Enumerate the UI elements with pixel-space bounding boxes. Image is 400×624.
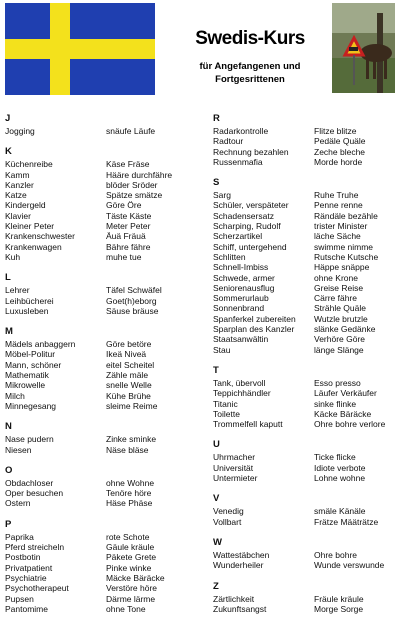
letter-section-r (213, 113, 396, 167)
german-term: Pupsen (5, 593, 34, 604)
german-term: Milch (5, 390, 25, 401)
swedish-translation: Ticke flicke (314, 452, 356, 463)
swedish-translation: rote Schote (106, 531, 150, 542)
entry-row (213, 221, 396, 231)
entry-row (213, 314, 396, 324)
swedish-translation: Kühe Brühe (106, 390, 151, 401)
section-letter: J (5, 113, 11, 124)
swedish-translation: ohne Krone (314, 272, 358, 283)
german-term: Wunderheiler (213, 560, 264, 571)
swedish-translation: Ohre bohre verlore (314, 419, 386, 430)
german-term: Untermieter (213, 473, 258, 484)
entry-row (5, 498, 195, 508)
german-term: Kleiner Peter (5, 221, 55, 232)
entry-row (213, 473, 396, 483)
swedish-translation: Mäcke Bäräcke (106, 572, 165, 583)
german-term: Vollbart (213, 516, 242, 527)
swedish-translation: eitel Scheitel (106, 359, 155, 370)
swedish-translation: länge Slänge (314, 344, 364, 355)
section-letter: T (213, 364, 219, 376)
swedish-translation: Hääre durchfähre (106, 169, 173, 180)
entry-row (213, 283, 396, 293)
entry-row (5, 573, 195, 583)
swedish-translation: Morde horde (314, 156, 363, 167)
entry-row (5, 285, 195, 295)
swedish-translation: Täste Käste (106, 210, 152, 221)
swedish-translation: Säuse bräuse (106, 305, 159, 316)
entry-row (5, 380, 195, 390)
entry-row (213, 517, 396, 527)
entry-row (5, 542, 195, 552)
german-term: Pantomime (5, 603, 48, 614)
swedish-translation: sleime Reime (106, 400, 158, 411)
entry-row (5, 339, 195, 349)
swedish-translation: Rutsche Kutsche (314, 251, 379, 262)
german-term: Pferd streicheln (5, 542, 65, 553)
entry-row (213, 303, 396, 313)
german-term: Zukunftsangst (213, 603, 267, 614)
swedish-translation: Wunde verswunde (314, 560, 385, 571)
swedish-translation: Tenöre höre (106, 488, 152, 499)
swedish-translation: Ikeä Niveä (106, 349, 147, 360)
entry-row (5, 231, 195, 241)
entry-row (5, 180, 195, 190)
german-term: Teppichhändler (213, 388, 271, 399)
entry-row (5, 159, 195, 169)
entry-row (5, 360, 195, 370)
german-term: Mikrowelle (5, 380, 46, 391)
entry-row (5, 434, 195, 444)
entry-row (213, 231, 396, 241)
entry-row (213, 157, 396, 167)
swedish-translation: Gäule kräule (106, 542, 155, 553)
german-term: Psychotherapeut (5, 583, 69, 594)
entry-row (213, 252, 396, 262)
german-term: Oper besuchen (5, 488, 64, 499)
german-term: Klavier (5, 210, 31, 221)
swedish-translation: Täfel Schwäfel (106, 285, 162, 296)
letter-section-j (5, 113, 195, 136)
entry-row (5, 401, 195, 411)
section-letter: U (213, 439, 220, 451)
german-term: Möbel-Politur (5, 349, 56, 360)
german-term: Niesen (5, 444, 32, 455)
swedish-translation: Häppe snäppe (314, 262, 370, 273)
letter-section-v (213, 493, 396, 527)
entry-row (213, 147, 396, 157)
entry-row (213, 324, 396, 334)
entry-row (5, 200, 195, 210)
swedish-translation: Wutzle brutzle (314, 313, 368, 324)
entry-row (5, 349, 195, 359)
swedish-translation: blöder Sröder (106, 179, 158, 190)
german-term: Privatpatient (5, 562, 53, 573)
swedish-translation: sinke flinke (314, 398, 357, 409)
entry-row (5, 252, 195, 262)
swedish-translation: Greise Reise (314, 282, 364, 293)
entry-row (5, 126, 195, 136)
swedish-translation: Göre Öre (106, 200, 142, 211)
german-term: Kamm (5, 169, 30, 180)
entry-row (213, 399, 396, 409)
swedish-translation: ohne Tone (106, 603, 146, 614)
german-term: Spanferkel zubereiten (213, 313, 296, 324)
swedish-translation: Käse Fräse (106, 159, 150, 170)
entry-row (5, 445, 195, 455)
entry-row (213, 136, 396, 146)
swedish-translation: Frätze Määträtze (314, 516, 379, 527)
german-term: Toilette (213, 408, 240, 419)
swedish-translation: Äuä Fräuä (106, 231, 146, 242)
german-term: Sparplan des Kanzler (213, 324, 295, 335)
entry-row (5, 478, 195, 488)
letter-section-k (5, 146, 195, 262)
letter-section-u (213, 439, 396, 483)
german-term: Radarkontrolle (213, 126, 269, 136)
entry-row (213, 604, 396, 614)
german-term: Kanzler (5, 179, 34, 190)
entry-row (5, 532, 195, 542)
german-term: Scherzartikel (213, 231, 263, 242)
swedish-translation: snelle Welle (106, 380, 152, 391)
swedish-translation: Rändäle bezähle (314, 210, 378, 221)
swedish-translation: Häse Phäse (106, 498, 153, 509)
entry-row (5, 296, 195, 306)
section-letter: K (5, 146, 12, 158)
swedish-translation: läche Säche (314, 231, 361, 242)
entry-row (5, 391, 195, 401)
german-term: Lehrer (5, 285, 30, 296)
german-term: Mädels anbaggern (5, 339, 76, 350)
german-term: Venedig (213, 506, 244, 517)
entry-row (5, 563, 195, 573)
swedish-translation: Därme lärme (106, 593, 156, 604)
swedish-translation: muhe tue (106, 251, 142, 262)
german-term: Stau (213, 344, 231, 355)
german-term: Ostern (5, 498, 31, 509)
letter-section-m (5, 326, 195, 411)
swedish-translation: Ruhe Truhe (314, 190, 359, 201)
page-title: Swedis-Kurs (195, 28, 305, 49)
german-term: Tank, übervoll (213, 377, 266, 388)
entry-row (5, 242, 195, 252)
swedish-translation: Flitze blitze (314, 126, 357, 136)
swedish-translation: Penne renne (314, 200, 363, 211)
german-term: Schüler, verspäteter (213, 200, 289, 211)
german-term: Sarg (213, 190, 231, 201)
german-term: Postbotin (5, 552, 41, 563)
german-term: Universität (213, 462, 254, 473)
german-term: Staatsanwältin (213, 334, 269, 345)
flag-cross-horizontal (5, 39, 155, 59)
entry-row (213, 388, 396, 398)
german-term: Psychiatrie (5, 572, 47, 583)
german-term: Paprika (5, 531, 34, 542)
german-term: Schnell-Imbiss (213, 262, 269, 273)
swedish-translation: Idiote verbote (314, 462, 366, 473)
swedish-flag (5, 3, 155, 95)
swedish-translation: Göre betöre (106, 339, 152, 350)
entry-row (213, 190, 396, 200)
section-letter: V (213, 493, 220, 505)
swedish-translation: Verhöre Göre (314, 334, 366, 345)
german-term: Luxusleben (5, 305, 49, 316)
swedish-translation: Bähre fähre (106, 241, 151, 252)
entry-row (213, 409, 396, 419)
right-column (213, 113, 396, 624)
letter-section-w (213, 537, 396, 571)
entry-row (5, 221, 195, 231)
entry-row (213, 550, 396, 560)
german-term: Uhrmacher (213, 452, 256, 463)
swedish-translation: Lohne wohne (314, 473, 366, 484)
entry-row (5, 604, 195, 614)
entry-row (5, 170, 195, 180)
section-letter: S (213, 177, 220, 189)
swedish-translation: Zähle mäle (106, 370, 149, 381)
german-term: Krankenwagen (5, 241, 62, 252)
swedish-translation: snäufe Läufe (106, 126, 156, 136)
swedish-translation: Spätze smätze (106, 190, 163, 201)
letter-section-s (213, 177, 396, 355)
german-term: Kindergeld (5, 200, 46, 211)
swedish-translation: Esso presso (314, 377, 361, 388)
entry-row (5, 488, 195, 498)
german-term: Minnegesang (5, 400, 57, 411)
german-term: Kuh (5, 251, 21, 262)
german-term: Trommelfell kaputt (213, 419, 283, 430)
swedish-translation: Läufer Verkäufer (314, 388, 377, 399)
german-term: Titanic (213, 398, 238, 409)
german-term: Schiff, untergehend (213, 241, 287, 252)
german-term: Sonnenbrand (213, 303, 265, 314)
swedish-translation: Strähle Quäle (314, 303, 366, 314)
entry-row (5, 583, 195, 593)
german-term: Jogging (5, 126, 35, 136)
entry-row (213, 506, 396, 516)
entry-row (213, 200, 396, 210)
swedish-translation: Päkete Grete (106, 552, 157, 563)
swedish-translation: Zeche bleche (314, 146, 366, 157)
swedish-translation: Käcke Bäräcke (314, 408, 372, 419)
entry-row (5, 552, 195, 562)
entry-row (213, 211, 396, 221)
letter-section-n (5, 421, 195, 455)
swedish-translation: Ohre bohre (314, 549, 357, 560)
german-term: Seniorenausflug (213, 282, 275, 293)
swedish-translation: Cärre fähre (314, 293, 357, 304)
german-term: Küchenreibe (5, 159, 53, 170)
german-term: Schwede, armer (213, 272, 275, 283)
entry-row (5, 211, 195, 221)
section-letter: M (5, 326, 13, 338)
german-term: Nase pudern (5, 434, 54, 445)
german-term: Radtour (213, 136, 244, 147)
german-term: Rechnung bezahlen (213, 146, 289, 157)
entry-row (5, 190, 195, 200)
section-letter: L (5, 272, 11, 284)
swedish-translation: Pedäle Quäle (314, 136, 366, 147)
subtitle-line-2: Fortgesrittenen (215, 74, 285, 85)
letter-section-z (213, 581, 396, 615)
german-term: Russenmafia (213, 156, 263, 167)
german-term: Scharping, Rudolf (213, 221, 281, 232)
subtitle-line-1: für Angefangenen und (199, 61, 301, 72)
entry-row (213, 463, 396, 473)
swedish-translation: swimme nimme (314, 241, 374, 252)
entry-row (213, 273, 396, 283)
letter-section-t (213, 365, 396, 429)
moose-sign-photo (332, 3, 395, 93)
swedish-translation: Morge Sorge (314, 603, 364, 614)
german-term: Schlitten (213, 251, 246, 262)
section-letter: P (5, 518, 12, 530)
entry-row (5, 370, 195, 380)
entry-row (213, 242, 396, 252)
section-letter: O (5, 464, 13, 476)
swedish-translation: Meter Peter (106, 221, 151, 232)
entry-row (213, 262, 396, 272)
swedish-translation: Goet(h)eborg (106, 295, 157, 306)
german-term: Mann, schöner (5, 359, 62, 370)
letter-section-l (5, 272, 195, 316)
swedish-translation: ohne Wohne (106, 477, 155, 488)
german-term: Katze (5, 190, 27, 201)
swedish-translation: Pinke winke (106, 562, 152, 573)
entry-row (5, 306, 195, 316)
page-subtitle (170, 60, 330, 86)
swedish-translation: trister Minister (314, 221, 368, 232)
swedish-translation: Näse bläse (106, 444, 149, 455)
german-term: Mathematik (5, 370, 49, 381)
entry-row (213, 419, 396, 429)
german-term: Wattestäbchen (213, 549, 270, 560)
german-term: Sommerurlaub (213, 293, 269, 304)
section-letter: Z (213, 580, 219, 592)
swedish-translation: Fräule kräule (314, 593, 364, 604)
entry-row (213, 452, 396, 462)
entry-row (213, 345, 396, 355)
swedish-translation: Zinke sminke (106, 434, 157, 445)
german-term: Leihbücherei (5, 295, 54, 306)
entry-row (213, 126, 396, 136)
entry-row (213, 334, 396, 344)
swedish-translation: slänke Gedänke (314, 324, 376, 335)
german-term: Zärtlichkeit (213, 593, 255, 604)
german-term: Schadensersatz (213, 210, 274, 221)
left-column (5, 113, 195, 624)
swedish-translation: Verstöre höre (106, 583, 158, 594)
german-term: Obdachloser (5, 477, 54, 488)
section-letter: W (213, 536, 222, 548)
entry-row (213, 293, 396, 303)
letter-section-o (5, 465, 195, 509)
swedish-translation: smäle Känäle (314, 506, 366, 517)
letter-section-p (5, 519, 195, 614)
german-term: Krankenschwester (5, 231, 75, 242)
entry-row (213, 560, 396, 570)
entry-row (213, 378, 396, 388)
section-letter: R (213, 113, 220, 124)
section-letter: N (5, 421, 12, 433)
